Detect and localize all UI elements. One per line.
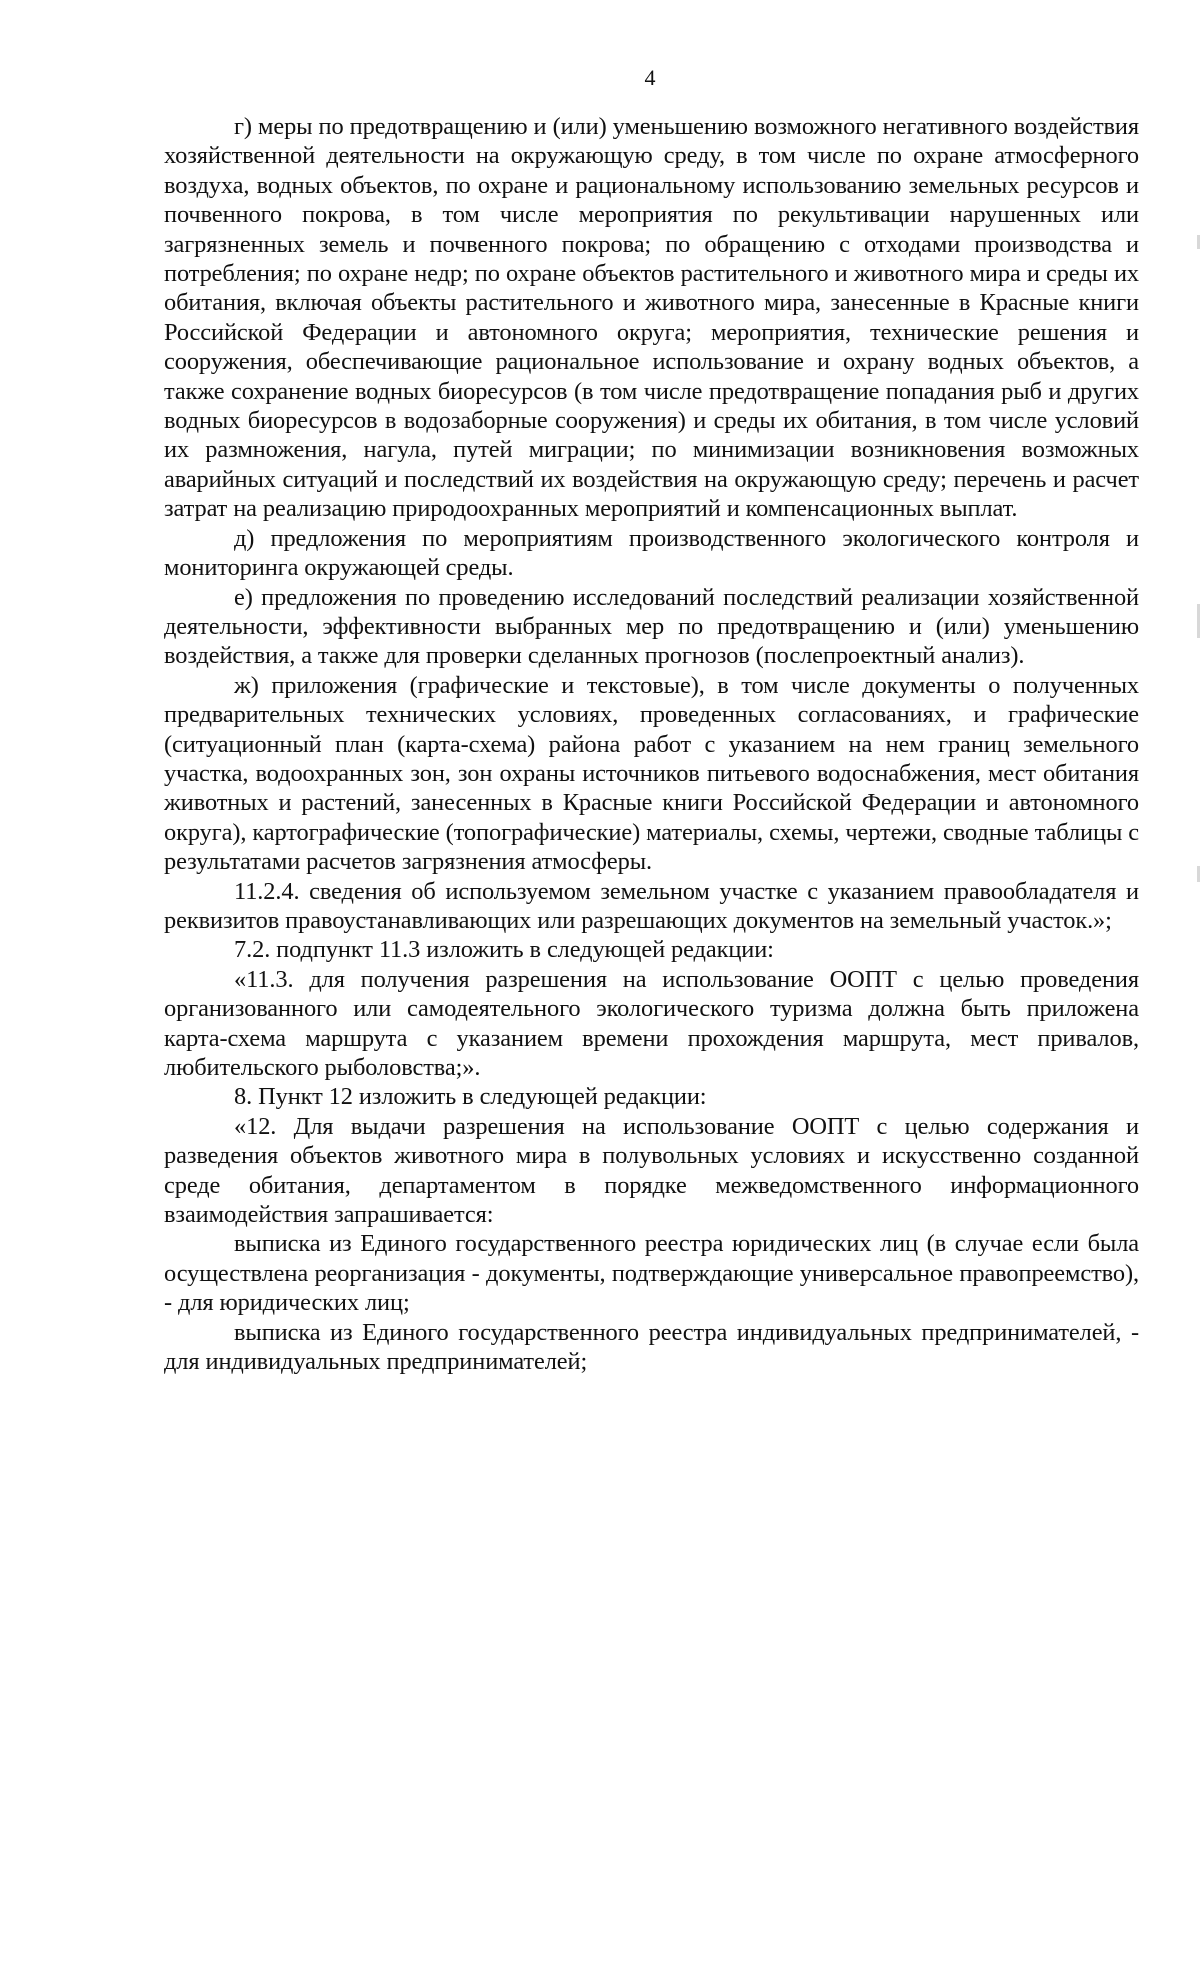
paragraph-e-research-proposals: е) предложения по проведению исследований последствий реализации хозяйственной деятельности, эффективности выбранных мер по предотвращению и (или) уменьшению воздействия, а также для проверки сделанных прогнозов (послепроектный анализ). xyxy=(164,583,1139,670)
document-body xyxy=(164,112,1139,1376)
paragraph-12-permit: «12. Для выдачи разрешения на использование ООПТ с целью содержания и разведения объектов животного мира в полувольных условиях и искусственно созданной среде обитания, департаментом в порядке межведомственного информационного взаимодействия запрашивается: xyxy=(164,1112,1139,1229)
page-number: 4 xyxy=(644,65,656,90)
paragraph-legal-entities-extract: выписка из Единого государственного реестра юридических лиц (в случае если была осуществлена реорганизация - документы, подтверждающие универсальное правопреемство), - для юридических лиц; xyxy=(164,1230,1139,1317)
paragraph-11-2-4-land-plot: 11.2.4. сведения об используемом земельном участке с указанием правообладателя и реквизитов правоустанавливающих или разрешающих документов на земельный участок.»; xyxy=(164,877,1139,934)
paragraph-7-2-subitem: 7.2. подпункт 11.3 изложить в следующей редакции: xyxy=(234,936,774,964)
paragraph-g-measures: г) меры по предотвращению и (или) уменьшению возможного негативного воздействия хозяйственной деятельности на окружающую среду, в том числе по охране атмосферного воздуха, водных объектов, по охране и рациональному использованию земельных ресурсов и почвенного покрова, в том числе мероприятия по рекультивации нарушенных или загрязненных земель и почвенного покрова; по обращению с отходами производства и потребления; по охране недр; по охране объектов растительного и животного мира и среды их обитания, включая объекты растительного и животного мира, занесенные в Красные книги Российской Федерации и автономного округа; мероприятия, технические решения и сооружения, обеспечивающие рациональное использование и охрану водных объектов, а также сохранение водных биоресурсов (в том числе предотвращение попадания рыб и других водных биоресурсов в водозаборные сооружения) и среды их обитания, в том числе условий их размножения, нагула, путей миграции; по минимизации возникновения возможных аварийных ситуаций и последствий их воздействия на окружающую среду; перечень и расчет затрат на реализацию природоохранных мероприятий и компенсационных выплат. xyxy=(164,113,1139,523)
paragraph-d-control-proposals: д) предложения по мероприятиям производственного экологического контроля и мониторинга окружающей среды. xyxy=(164,524,1139,582)
paragraph-zh-appendices: ж) приложения (графические и текстовые), в том числе документы о полученных предварительных технических условиях, проведенных согласованиях, и графические (ситуационный план (карта-схема) района работ с указанием на нем границ земельного участка, водоохранных зон, зон охраны источников питьевого водоснабжения, мест обитания животных и растений, занесенных в Красные книги Российской Федерации и автономного округа), картографические (топографические) материалы, схемы, чертежи, сводные таблицы с результатами расчетов загрязнения атмосферы. xyxy=(164,671,1139,876)
paragraph-entrepreneurs-extract: выписка из Единого государственного реестра индивидуальных предпринимателей, - для индивидуальных предпринимателей; xyxy=(164,1318,1139,1376)
paragraph-8-item-12: 8. Пункт 12 изложить в следующей редакции: xyxy=(234,1083,707,1111)
paragraph-11-3-ecotourism: «11.3. для получения разрешения на использование ООПТ с целью проведения организованного или самодеятельного экологического туризма должна быть приложена карта-схема маршрута с указанием времени прохождения маршрута, мест привалов, любительского рыболовства;». xyxy=(164,965,1139,1081)
